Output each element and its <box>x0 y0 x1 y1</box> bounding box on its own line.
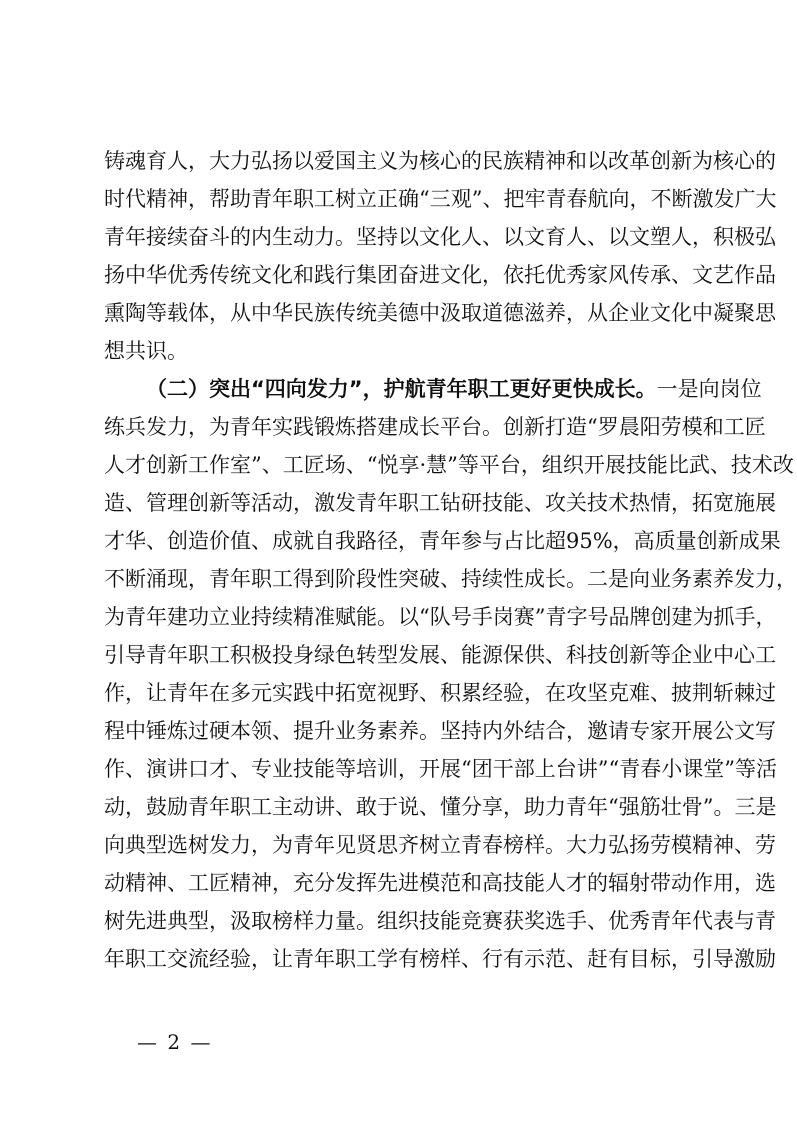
text-line: 年职工交流经验，让青年职工学有榜样、行有示范、赶有目标，引导激励 <box>104 947 776 971</box>
text-line: 青年接续奋斗的内生动力。坚持以文化人、以文育人、以文塑人，积极弘 <box>104 225 776 249</box>
text-line: 程中锤炼过硬本领、提升业务素养。坚持内外结合，邀请专家开展公文写 <box>104 719 776 743</box>
text-line: 向典型选树发力，为青年见贤思齐树立青春榜样。大力弘扬劳模精神、劳 <box>104 833 776 857</box>
text-line: 扬中华优秀传统文化和践行集团奋进文化，依托优秀家风传承、文艺作品 <box>104 263 776 287</box>
text-line: 人才创新工作室”、工匠场、“悦享·慧”等平台，组织开展技能比武、技术改 <box>104 453 794 477</box>
text-line: 不断涌现，青年职工得到阶段性突破、持续性成长。二是向业务素养发力， <box>104 567 797 591</box>
text-line: 熏陶等载体，从中华民族传统美德中汲取道德滋养，从企业文化中凝聚思 <box>104 301 776 325</box>
text-line: 引导青年职工积极投身绿色转型发展、能源保供、科技创新等企业中心工 <box>104 643 776 667</box>
text-line: 为青年建功立业持续精准赋能。以“队号手岗赛”青字号品牌创建为抓手， <box>104 605 777 629</box>
text-line: 动，鼓励青年职工主动讲、敢于说、懂分享，助力青年“强筋壮骨”。三是 <box>104 795 777 819</box>
text-line: 铸魂育人，大力弘扬以爱国主义为核心的民族精神和以改革创新为核心的 <box>104 149 776 173</box>
page-number: — 2 — <box>137 1030 213 1054</box>
text-run: 一是向岗位 <box>656 377 762 401</box>
section-heading: （二）突出“四向发力”，护航青年职工更好更快成长。 <box>146 377 657 401</box>
text-line: 造、管理创新等活动，激发青年职工钻研技能、攻关技术热情，拓宽施展 <box>104 491 776 515</box>
text-line: 练兵发力，为青年实践锻炼搭建成长平台。创新打造“罗晨阳劳模和工匠 <box>104 415 766 439</box>
text-line: 动精神、工匠精神，充分发挥先进模范和高技能人才的辐射带动作用，选 <box>104 871 776 895</box>
text-line: 时代精神，帮助青年职工树立正确“三观”、把牢青春航向，不断激发广大 <box>104 187 777 211</box>
text-line: 作，让青年在多元实践中拓宽视野、积累经验，在攻坚克难、披荆斩棘过 <box>104 681 776 705</box>
text-line: 才华、创造价值、成就自我路径，青年参与占比超95%，高质量创新成果 <box>104 529 781 553</box>
body-text <box>104 142 797 978</box>
text-line: 树先进典型，汲取榜样力量。组织技能竞赛获奖选手、优秀青年代表与青 <box>104 909 776 933</box>
section-heading-line <box>104 370 762 408</box>
text-line: 想共识。 <box>104 339 188 363</box>
text-line: 作、演讲口才、专业技能等培训，开展“团干部上台讲”“青春小课堂”等活 <box>104 757 777 781</box>
